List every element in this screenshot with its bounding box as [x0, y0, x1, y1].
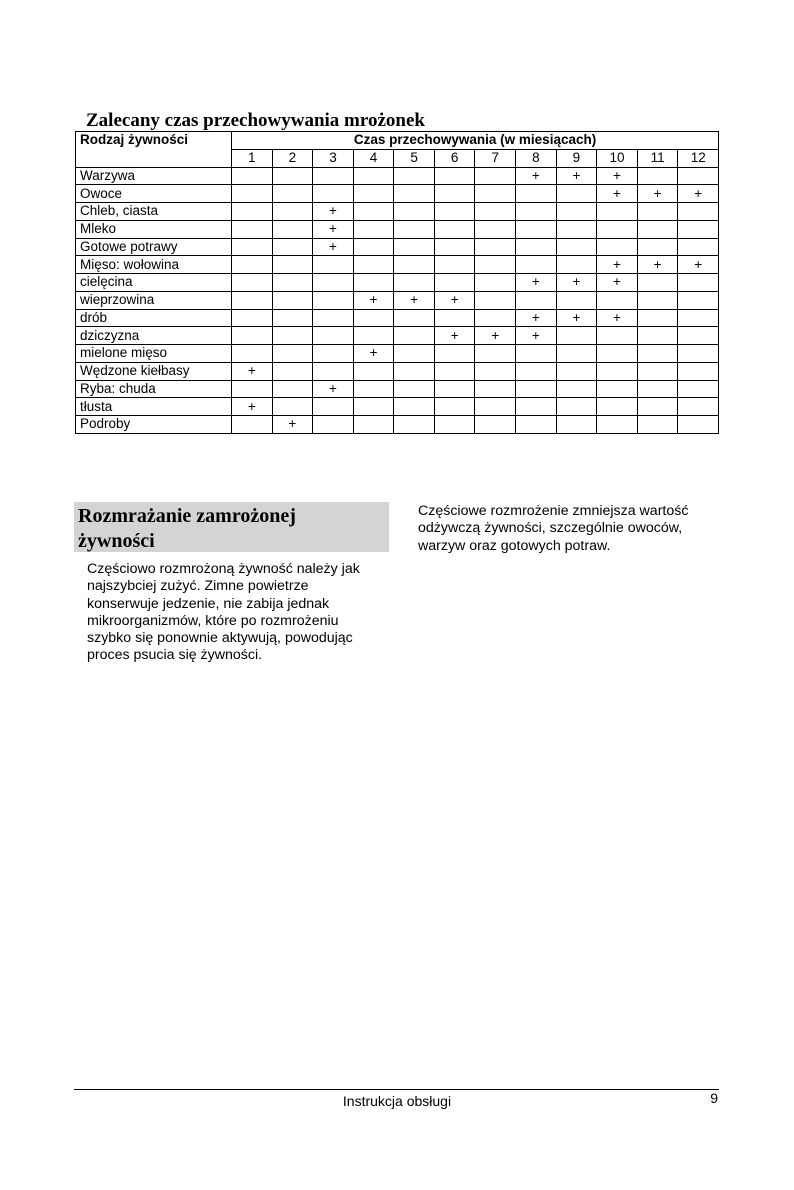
storage-mark-cell — [434, 167, 475, 185]
table-row — [76, 185, 719, 203]
storage-mark-cell — [272, 185, 313, 203]
table-row — [76, 203, 719, 221]
storage-mark-cell — [394, 416, 435, 434]
storage-mark-cell — [516, 220, 557, 238]
month-header-cell: 8 — [516, 149, 557, 167]
storage-mark-cell — [637, 274, 678, 292]
storage-mark-cell — [475, 203, 516, 221]
table-row — [76, 345, 719, 363]
storage-mark-cell — [637, 380, 678, 398]
text-line: Częściowe rozmrożenie zmniejsza wartość — [418, 503, 689, 519]
storage-mark-cell — [516, 380, 557, 398]
storage-mark-cell — [516, 345, 557, 363]
storage-mark-cell — [313, 345, 354, 363]
storage-mark-cell: + — [434, 327, 475, 345]
storage-mark-cell — [516, 416, 557, 434]
thawing-paragraph-right — [418, 503, 728, 555]
storage-mark-cell: + — [272, 416, 313, 434]
storage-mark-cell — [556, 291, 597, 309]
storage-mark-cell: + — [232, 362, 273, 380]
storage-mark-cell — [232, 291, 273, 309]
month-header-cell: 6 — [434, 149, 475, 167]
month-header-cell: 2 — [272, 149, 313, 167]
storage-mark-cell — [597, 362, 638, 380]
storage-mark-cell — [475, 398, 516, 416]
table-row — [76, 274, 719, 292]
storage-mark-cell — [678, 203, 719, 221]
storage-mark-cell — [272, 309, 313, 327]
storage-mark-cell — [516, 398, 557, 416]
storage-mark-cell — [232, 203, 273, 221]
storage-mark-cell — [313, 398, 354, 416]
storage-mark-cell — [597, 291, 638, 309]
storage-mark-cell: + — [597, 256, 638, 274]
table-row — [76, 291, 719, 309]
storage-mark-cell — [353, 167, 394, 185]
table-row — [76, 416, 719, 434]
storage-mark-cell — [394, 238, 435, 256]
storage-mark-cell — [232, 256, 273, 274]
storage-mark-cell — [394, 185, 435, 203]
thawing-paragraph-left — [87, 561, 387, 665]
storage-mark-cell: + — [678, 185, 719, 203]
storage-mark-cell — [272, 362, 313, 380]
food-type-cell: Mleko — [76, 220, 232, 238]
storage-mark-cell — [475, 238, 516, 256]
storage-mark-cell: + — [313, 220, 354, 238]
storage-mark-cell — [394, 256, 435, 274]
storage-mark-cell — [394, 203, 435, 221]
storage-mark-cell — [597, 398, 638, 416]
section-heading-line: żywności — [78, 530, 155, 552]
storage-mark-cell — [678, 274, 719, 292]
storage-mark-cell — [394, 398, 435, 416]
storage-mark-cell — [556, 327, 597, 345]
storage-mark-cell — [394, 345, 435, 363]
storage-mark-cell — [516, 291, 557, 309]
page-number: 9 — [710, 1090, 718, 1106]
storage-mark-cell: + — [556, 167, 597, 185]
storage-mark-cell — [434, 416, 475, 434]
month-header-cell: 1 — [232, 149, 273, 167]
storage-mark-cell: + — [232, 398, 273, 416]
storage-mark-cell — [475, 167, 516, 185]
storage-mark-cell — [394, 362, 435, 380]
storage-mark-cell — [434, 185, 475, 203]
storage-mark-cell — [434, 220, 475, 238]
storage-mark-cell — [475, 291, 516, 309]
table-row — [76, 256, 719, 274]
storage-mark-cell — [434, 274, 475, 292]
storage-mark-cell — [232, 185, 273, 203]
storage-mark-cell — [475, 256, 516, 274]
storage-mark-cell: + — [556, 274, 597, 292]
storage-mark-cell — [313, 274, 354, 292]
storage-mark-cell: + — [434, 291, 475, 309]
storage-mark-cell — [678, 380, 719, 398]
storage-mark-cell — [353, 185, 394, 203]
storage-mark-cell — [475, 362, 516, 380]
storage-mark-cell — [556, 256, 597, 274]
storage-mark-cell — [516, 238, 557, 256]
food-type-cell: Wędzone kiełbasy — [76, 362, 232, 380]
text-line: mikroorganizmów, które po rozmrożeniu — [87, 612, 339, 629]
storage-mark-cell — [434, 238, 475, 256]
food-type-cell: Warzywa — [76, 167, 232, 185]
header-food-type: Rodzaj żywności — [76, 132, 232, 168]
storage-mark-cell — [232, 345, 273, 363]
storage-mark-cell — [637, 345, 678, 363]
storage-mark-cell — [272, 238, 313, 256]
table-row — [76, 380, 719, 398]
storage-mark-cell — [272, 167, 313, 185]
storage-mark-cell — [434, 380, 475, 398]
table-header-row — [76, 132, 719, 150]
food-type-cell: wieprzowina — [76, 291, 232, 309]
storage-mark-cell — [232, 380, 273, 398]
table-row — [76, 167, 719, 185]
storage-mark-cell — [232, 309, 273, 327]
storage-mark-cell — [597, 238, 638, 256]
footer-title: Instrukcja obsługi — [342, 1093, 452, 1109]
storage-mark-cell: + — [394, 291, 435, 309]
month-header-cell: 4 — [353, 149, 394, 167]
storage-mark-cell: + — [516, 274, 557, 292]
storage-mark-cell — [678, 362, 719, 380]
storage-mark-cell — [475, 345, 516, 363]
storage-mark-cell — [516, 203, 557, 221]
table-row — [76, 398, 719, 416]
storage-mark-cell — [637, 203, 678, 221]
month-header-cell: 7 — [475, 149, 516, 167]
storage-mark-cell — [434, 309, 475, 327]
storage-mark-cell — [597, 345, 638, 363]
storage-mark-cell: + — [556, 309, 597, 327]
storage-mark-cell — [475, 380, 516, 398]
storage-mark-cell — [475, 309, 516, 327]
storage-mark-cell — [434, 256, 475, 274]
storage-mark-cell — [272, 256, 313, 274]
storage-mark-cell: + — [678, 256, 719, 274]
storage-mark-cell — [556, 238, 597, 256]
food-type-cell: Chleb, ciasta — [76, 203, 232, 221]
text-line: Częściowo rozmrożoną żywność należy jak — [87, 561, 360, 577]
storage-mark-cell — [313, 167, 354, 185]
storage-mark-cell — [637, 398, 678, 416]
storage-mark-cell — [272, 203, 313, 221]
storage-mark-cell — [516, 256, 557, 274]
table-row — [76, 362, 719, 380]
storage-mark-cell — [556, 398, 597, 416]
storage-mark-cell — [475, 416, 516, 434]
food-type-cell: Owoce — [76, 185, 232, 203]
header-storage-time: Czas przechowywania (w miesiącach) — [232, 132, 719, 150]
storage-mark-cell — [556, 416, 597, 434]
storage-mark-cell: + — [313, 238, 354, 256]
storage-mark-cell — [353, 309, 394, 327]
storage-mark-cell — [232, 238, 273, 256]
storage-mark-cell — [313, 291, 354, 309]
storage-mark-cell — [597, 416, 638, 434]
text-line: warzyw oraz gotowych potraw. — [418, 537, 611, 554]
storage-mark-cell — [353, 380, 394, 398]
storage-mark-cell: + — [516, 167, 557, 185]
storage-mark-cell — [353, 238, 394, 256]
storage-mark-cell — [232, 220, 273, 238]
storage-mark-cell — [272, 220, 313, 238]
storage-mark-cell — [678, 327, 719, 345]
storage-mark-cell — [394, 274, 435, 292]
storage-mark-cell — [556, 203, 597, 221]
food-type-cell: Gotowe potrawy — [76, 238, 232, 256]
storage-mark-cell: + — [353, 345, 394, 363]
table-title: Zalecany czas przechowywania mrożonek — [86, 110, 425, 131]
storage-mark-cell — [394, 380, 435, 398]
storage-mark-cell — [353, 327, 394, 345]
storage-mark-cell — [232, 416, 273, 434]
table-row — [76, 220, 719, 238]
storage-mark-cell: + — [313, 203, 354, 221]
storage-mark-cell — [678, 416, 719, 434]
footer-divider — [74, 1089, 719, 1090]
food-type-cell: Mięso: wołowina — [76, 256, 232, 274]
storage-mark-cell — [475, 220, 516, 238]
storage-mark-cell — [353, 220, 394, 238]
storage-mark-cell — [637, 327, 678, 345]
storage-mark-cell — [678, 398, 719, 416]
storage-mark-cell — [353, 362, 394, 380]
storage-mark-cell — [313, 362, 354, 380]
storage-mark-cell — [272, 380, 313, 398]
storage-mark-cell — [353, 203, 394, 221]
storage-mark-cell — [313, 185, 354, 203]
storage-mark-cell — [353, 416, 394, 434]
table-row — [76, 309, 719, 327]
storage-mark-cell — [637, 220, 678, 238]
storage-mark-cell: + — [637, 256, 678, 274]
storage-mark-cell: + — [637, 185, 678, 203]
storage-mark-cell: + — [597, 274, 638, 292]
text-line: konserwuje jedzenie, nie zabija jednak — [87, 595, 330, 612]
storage-mark-cell — [313, 416, 354, 434]
storage-mark-cell — [434, 362, 475, 380]
storage-mark-cell — [678, 291, 719, 309]
text-line: szybko się ponownie aktywują, powodując — [87, 630, 353, 647]
storage-mark-cell — [434, 398, 475, 416]
storage-time-table — [75, 131, 719, 434]
food-type-cell: cielęcina — [76, 274, 232, 292]
storage-mark-cell — [394, 220, 435, 238]
section-heading-line: Rozmrażanie zamrożonej — [78, 505, 296, 527]
storage-mark-cell — [475, 185, 516, 203]
storage-mark-cell — [637, 362, 678, 380]
table-row — [76, 327, 719, 345]
storage-mark-cell — [556, 220, 597, 238]
storage-mark-cell: + — [516, 327, 557, 345]
storage-mark-cell — [313, 327, 354, 345]
storage-mark-cell — [353, 256, 394, 274]
storage-mark-cell — [597, 380, 638, 398]
storage-mark-cell — [272, 274, 313, 292]
month-header-cell: 3 — [313, 149, 354, 167]
storage-mark-cell — [434, 345, 475, 363]
storage-mark-cell — [394, 327, 435, 345]
storage-mark-cell — [678, 220, 719, 238]
storage-mark-cell — [556, 185, 597, 203]
storage-mark-cell — [516, 362, 557, 380]
storage-mark-cell — [637, 416, 678, 434]
table-row — [76, 238, 719, 256]
storage-mark-cell — [475, 274, 516, 292]
storage-mark-cell — [597, 327, 638, 345]
storage-mark-cell: + — [313, 380, 354, 398]
storage-mark-cell — [434, 203, 475, 221]
food-type-cell: drób — [76, 309, 232, 327]
month-header-cell: 5 — [394, 149, 435, 167]
storage-mark-cell — [597, 203, 638, 221]
month-header-cell: 11 — [637, 149, 678, 167]
storage-mark-cell — [678, 238, 719, 256]
storage-mark-cell — [353, 274, 394, 292]
storage-mark-cell — [272, 345, 313, 363]
storage-mark-cell — [272, 291, 313, 309]
text-line: proces psucia się żywności. — [87, 647, 263, 664]
month-header-cell: 9 — [556, 149, 597, 167]
month-header-cell: 10 — [597, 149, 638, 167]
storage-mark-cell — [556, 345, 597, 363]
storage-mark-cell — [394, 167, 435, 185]
food-type-cell: Ryba: chuda — [76, 380, 232, 398]
storage-mark-cell — [678, 345, 719, 363]
food-type-cell: dziczyzna — [76, 327, 232, 345]
storage-mark-cell — [678, 167, 719, 185]
storage-mark-cell — [637, 309, 678, 327]
storage-mark-cell — [232, 274, 273, 292]
storage-mark-cell: + — [597, 167, 638, 185]
storage-mark-cell — [272, 327, 313, 345]
food-type-cell: tłusta — [76, 398, 232, 416]
storage-mark-cell — [394, 309, 435, 327]
storage-mark-cell — [637, 291, 678, 309]
storage-mark-cell — [232, 167, 273, 185]
section-heading — [74, 502, 389, 552]
storage-mark-cell — [637, 167, 678, 185]
storage-mark-cell — [597, 220, 638, 238]
food-type-cell: mielone mięso — [76, 345, 232, 363]
storage-mark-cell — [272, 398, 313, 416]
food-type-cell: Podroby — [76, 416, 232, 434]
storage-mark-cell — [313, 309, 354, 327]
month-header-cell: 12 — [678, 149, 719, 167]
text-line: odżywczą żywności, szczególnie owoców, — [418, 520, 683, 537]
storage-mark-cell: + — [516, 309, 557, 327]
storage-mark-cell — [678, 309, 719, 327]
storage-mark-cell: + — [597, 309, 638, 327]
storage-mark-cell: + — [353, 291, 394, 309]
storage-mark-cell — [232, 327, 273, 345]
storage-table-body — [76, 132, 719, 434]
storage-mark-cell — [353, 398, 394, 416]
storage-mark-cell — [313, 256, 354, 274]
storage-mark-cell — [556, 362, 597, 380]
text-line: najszybciej zużyć. Zimne powietrze — [87, 578, 309, 595]
storage-mark-cell: + — [475, 327, 516, 345]
storage-mark-cell — [637, 238, 678, 256]
storage-mark-cell — [516, 185, 557, 203]
storage-mark-cell — [556, 380, 597, 398]
storage-mark-cell: + — [597, 185, 638, 203]
